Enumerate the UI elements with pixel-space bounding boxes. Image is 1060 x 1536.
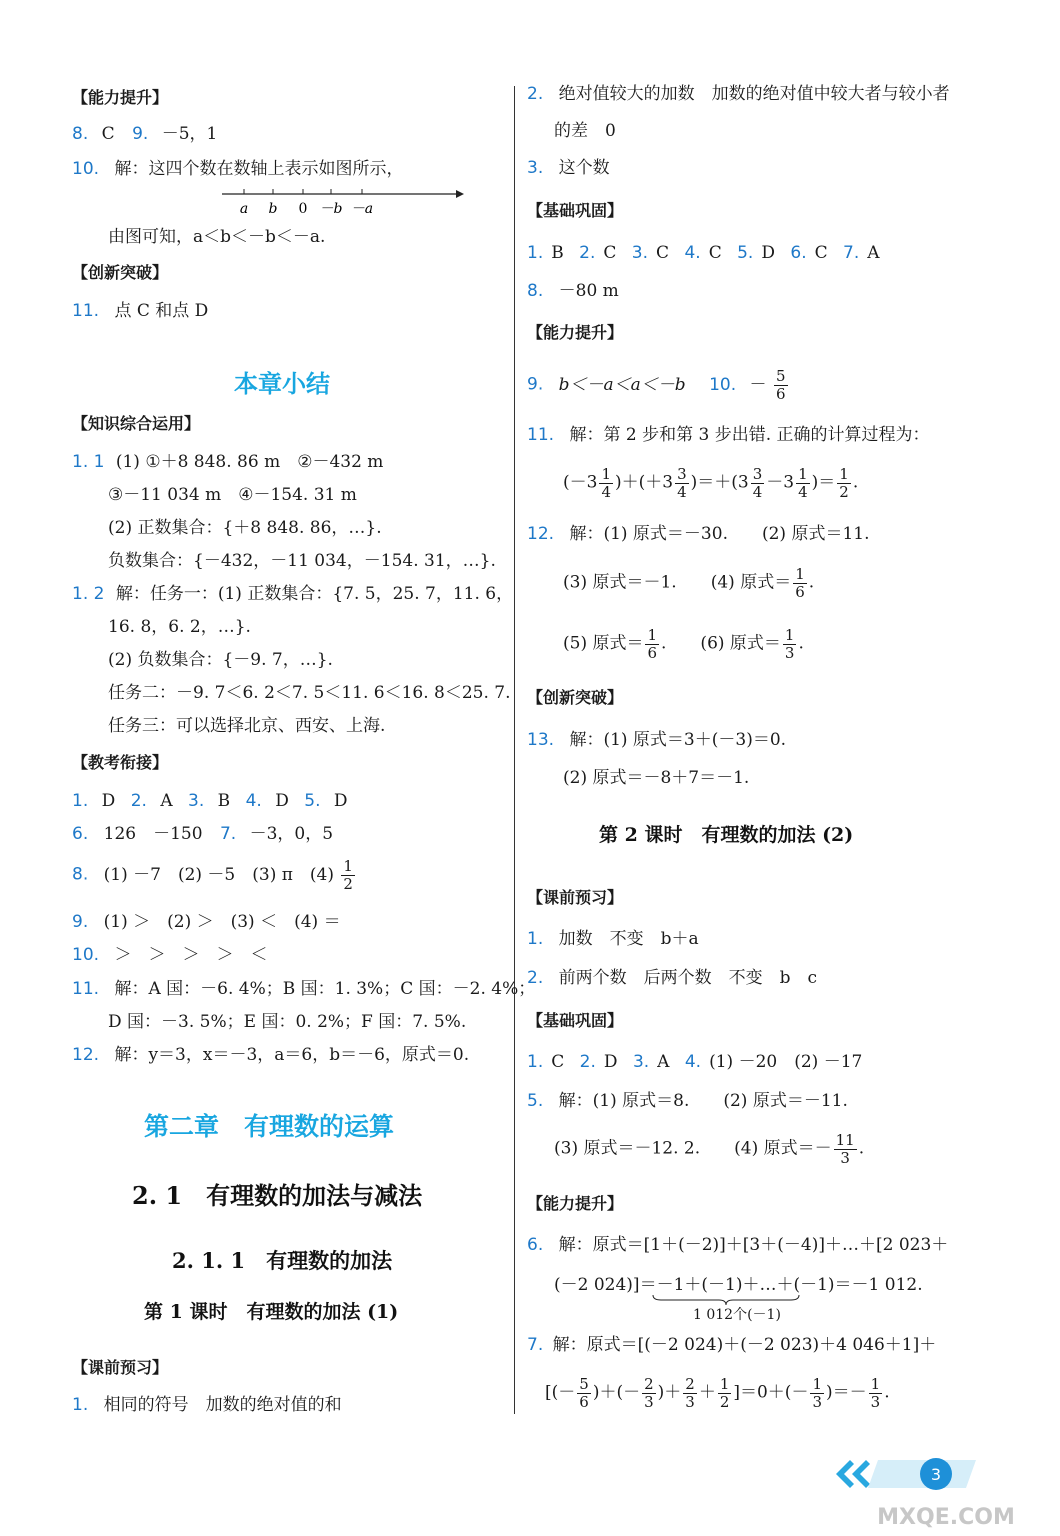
answer-text: D 国：－3. 5%；E 国：0. 2%；F 国：7. 5%. (108, 1012, 467, 1032)
answer-row: 8. C 9. －5，1 (72, 124, 218, 144)
math-expression: (－3 $\frac{1}{4}$ )＋(＋3 $\frac{3}{4}$ )＝＋(3 $\frac{3}{4}$ －3 $\frac{1}{4}$ )＝ $\frac{1}{2}$ . (563, 465, 859, 501)
section-title: 2. 1 有理数的加法与减法 (132, 1181, 423, 1210)
answer-row: 7. 解：原式＝[(－2 024)＋(－2 023)＋4 046＋1]＋ (527, 1335, 937, 1355)
page-tab (826, 1452, 1046, 1532)
answer-row: 12. 解：(1) 原式＝－30. (2) 原式＝11. (527, 524, 870, 544)
section-heading: 【基础巩固】 (527, 201, 624, 220)
section-heading: 【创新突破】 (72, 263, 169, 282)
answer-row: 2. 前两个数 后两个数 不变 b c (527, 968, 818, 988)
answer-row: 11. 解：第 2 步和第 3 步出错. 正确的计算过程为： (527, 425, 930, 445)
answer-row: 11. 点 C 和点 D (72, 301, 209, 321)
tick-label-a: a (239, 201, 249, 217)
answer-text: 由图可知，a＜b＜－b＜－a. (108, 227, 326, 247)
answer-row: 10. ＞ ＞ ＞ ＞ ＜ (72, 945, 268, 965)
page-number: 3 (930, 1465, 942, 1484)
answer-row: 9. b＜－a＜a＜－b 10. － $\frac{5}{6}$ (527, 367, 786, 403)
answer-row: 1. B 2. C 3. C 4. C 5. D 6. C 7. A (527, 243, 880, 263)
section-heading: 【教考衔接】 (72, 753, 169, 772)
answer-text: (－2 024)]＝－1＋(－1)＋…＋(－1)＝－1 012. (554, 1275, 923, 1295)
answer-row: 1. 2 解：任务一：(1) 正数集合：{7. 5，25. 7，11. 6， (72, 584, 514, 604)
answer-row: 13. 解：(1) 原式＝3＋(－3)＝0. (527, 730, 787, 750)
answer-text: 负数集合：{－432，－11 034，－154. 31，…}. (108, 551, 496, 571)
chapter-title: 第二章 有理数的运算 (144, 1112, 395, 1141)
lesson-title: 第 1 课时 有理数的加法 (1) (144, 1301, 399, 1323)
answer-text: 的差 0 (554, 121, 616, 141)
answer-row: 3. 这个数 (527, 158, 610, 178)
answer-text: 任务三：可以选择北京、西安、上海. (108, 716, 386, 736)
section-heading: 【能力提升】 (527, 323, 624, 342)
section-heading: 【知识综合运用】 (72, 414, 201, 433)
answer-row: 10. 解：这四个数在数轴上表示如图所示， (72, 159, 404, 179)
fraction: $\frac{5}{6}$ (775, 367, 786, 403)
column-divider (514, 86, 515, 1414)
answer-text: (5) 原式＝ $\frac{1}{6}$ . (6) 原式＝ $\frac{1}{3}$ . (563, 626, 804, 662)
answer-row: 9. (1) ＞ (2) ＞ (3) ＜ (4) ＝ (72, 912, 341, 932)
tick-label-neg-b: －b (319, 201, 343, 217)
math-expression: [(－ $\frac{5}{6}$ )＋(－ $\frac{2}{3}$ )＋ $\frac{2}{3}$ ＋ $\frac{1}{2}$ ]＝0＋(－ $\frac{1}{3}$ )＝－ $\frac{1}{3}$ . (545, 1375, 890, 1411)
tick-label-b: b (268, 201, 278, 217)
section-heading: 【能力提升】 (72, 88, 169, 107)
answer-text: (2) 负数集合：{－9. 7，…}. (108, 650, 333, 670)
answer-row: 1. 相同的符号 加数的绝对值的和 (72, 1395, 342, 1415)
chapter-summary-title: 本章小结 (234, 370, 330, 398)
answer-row: 1. 1 (1) ①＋8 848. 86 m ②－432 m (72, 452, 384, 472)
fraction: $\frac{1}{2}$ (343, 857, 353, 893)
answer-text: (2) 原式＝－8＋7＝－1. (563, 768, 750, 788)
section-heading: 【课前预习】 (527, 888, 624, 907)
answer-row: 2. 绝对值较大的加数 加数的绝对值中较大者与较小者 (527, 84, 950, 104)
number-line-arrow (456, 190, 464, 198)
answer-text: (3) 原式＝－12. 2. (4) 原式＝－ $\frac{11}{3}$ . (554, 1131, 865, 1167)
answer-text: ③－11 034 m ④－154. 31 m (108, 485, 357, 505)
answer-row: 5. 解：(1) 原式＝8. (2) 原式＝－11. (527, 1091, 848, 1111)
answer-row: 8. (1) －7 (2) －5 (3) π (4) $\frac{1}{2}$ (72, 857, 353, 893)
section-heading: 【课前预习】 (72, 1358, 169, 1377)
answer-text: 任务二：－9. 7＜6. 2＜7. 5＜11. 6＜16. 8＜25. 7. (108, 683, 511, 703)
answer-row: 1. 加数 不变 b＋a (527, 929, 699, 949)
section-heading: 【创新突破】 (527, 688, 624, 707)
number-line-figure (218, 184, 468, 218)
underbrace (651, 1294, 801, 1306)
tick-label-zero: 0 (298, 201, 308, 217)
answer-row: 6. 126 －150 7. －3，0，5 (72, 824, 334, 844)
answer-row: 11. 解：A 国：－6. 4%；B 国：1. 3%；C 国：－2. 4%； (72, 979, 536, 999)
section-heading: 【能力提升】 (527, 1194, 624, 1213)
chevron-left-icon (836, 1460, 854, 1488)
answer-text: (2) 正数集合：{＋8 848. 86，…}. (108, 518, 382, 538)
section-heading: 【基础巩固】 (527, 1011, 624, 1030)
subsection-title: 2. 1. 1 有理数的加法 (172, 1248, 393, 1273)
number-line-ticks (244, 189, 362, 194)
underbrace-label: 1 012个(－1) (693, 1307, 781, 1323)
answer-row: 1. D 2. A 3. B 4. D 5. D (72, 791, 348, 811)
answer-row: 6. 解：原式＝[1＋(－2)]＋[3＋(－4)]＋…＋[2 023＋ (527, 1235, 949, 1255)
answer-text: (3) 原式＝－1. (4) 原式＝ $\frac{1}{6}$ . (563, 565, 815, 601)
answer-row: 12. 解：y＝3，x＝－3，a＝6，b＝－6，原式＝0. (72, 1045, 470, 1065)
answer-text: 16. 8，6. 2，…}. (108, 617, 251, 637)
chevron-left-icon (852, 1460, 870, 1488)
tick-label-neg-a: －a (350, 201, 374, 217)
lesson-title: 第 2 课时 有理数的加法 (2) (599, 824, 854, 846)
answer-row: 1. C 2. D 3. A 4. (1) －20 (2) －17 (527, 1052, 863, 1072)
watermark-text: MXQE.COM (877, 1505, 1015, 1530)
answer-row: 8. －80 m (527, 281, 619, 301)
